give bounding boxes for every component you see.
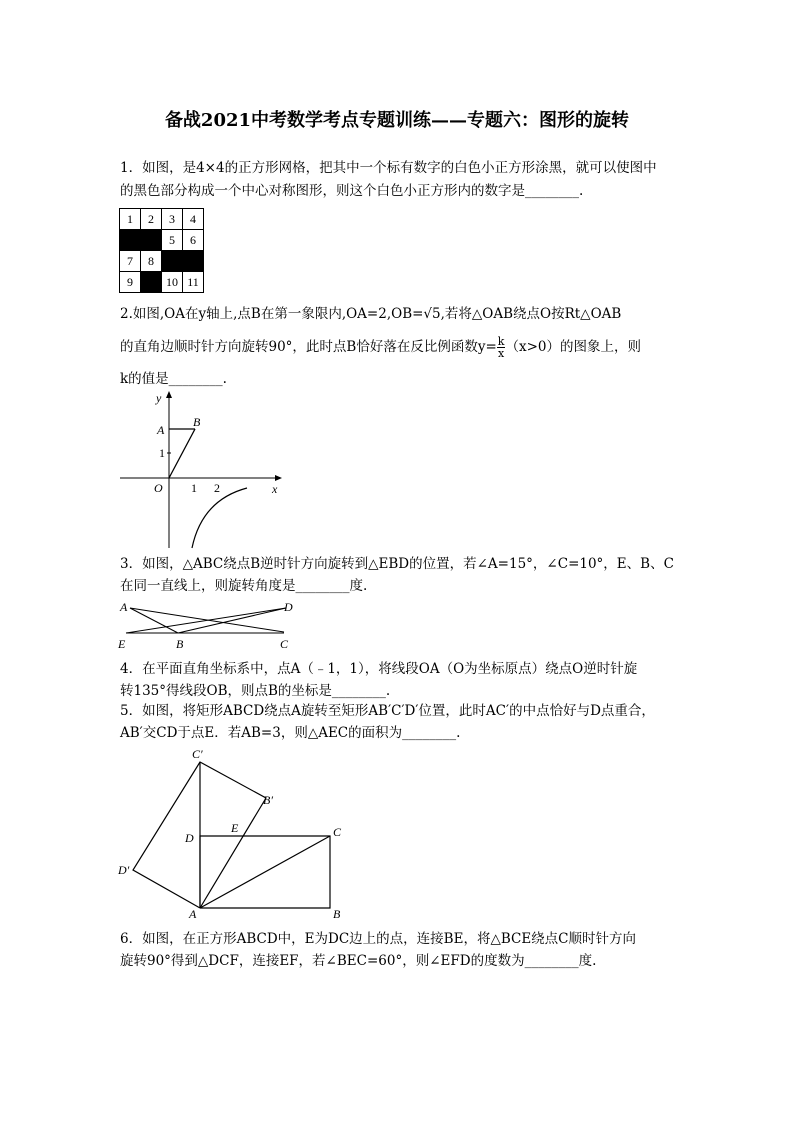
q6-text-line2: 旋转90°得到△DCF，连接EF，若∠BEC=60°，则∠EFD的度数为________度.	[120, 953, 597, 969]
grid-cell: 10	[162, 272, 183, 293]
grid-cell: 11	[183, 272, 204, 293]
q4-text-line2: 转135°得线段OB，则点B的坐标是________.	[120, 683, 391, 699]
label-x: x	[272, 482, 278, 496]
grid-cell-black	[120, 230, 141, 251]
q1-text-line1: 1．如图，是4×4的正方形网格，把其中一个标有数字的白色小正方形涂黑，就可以使图中	[120, 160, 657, 176]
label-e: E	[118, 637, 126, 651]
q2-text-line1: 2.如图,OA在y轴上,点B在第一象限内,OA=2,OB=√5,若将△OAB绕点O按Rt△OAB	[120, 306, 622, 322]
grid-cell-black	[141, 230, 162, 251]
label-c-prime: C′	[192, 747, 203, 761]
label-c: C	[280, 637, 289, 651]
q3-rotation-figure	[112, 596, 312, 652]
label-o: O	[154, 481, 163, 495]
label-d: D	[284, 600, 293, 614]
label-b-prime: B′	[263, 793, 273, 807]
q2-text-line2-part1: 的直角边顺时针方向旋转90°，此时点B恰好落在反比例函数y=	[120, 339, 497, 355]
label-b: B	[176, 637, 184, 651]
label-a: A	[189, 907, 197, 921]
label-x-1: 1	[191, 481, 197, 495]
q2-text-line2-part2: （x>0）的图象上，则	[505, 339, 641, 355]
q2-text-line2	[120, 336, 641, 359]
grid-cell: 9	[120, 272, 141, 293]
grid-cell: 6	[183, 230, 204, 251]
label-b: B	[333, 907, 341, 921]
q2-coordinate-figure	[112, 388, 292, 553]
fraction-denominator: x	[498, 347, 505, 360]
q1-text-line2: 的黑色部分构成一个中心对称图形，则这个白色小正方形内的数字是________.	[120, 183, 584, 199]
grid-cell: 2	[141, 209, 162, 230]
label-y: y	[156, 391, 162, 405]
segment-ed	[126, 608, 286, 633]
fraction-numerator: k	[497, 335, 505, 348]
hyperbola-curve	[192, 488, 247, 548]
grid-cell: 1	[120, 209, 141, 230]
segment-ob	[169, 429, 195, 478]
page-title: 备战2021中考数学考点专题训练——专题六：图形的旋转	[164, 110, 630, 131]
label-x-2: 2	[214, 481, 220, 495]
label-a: A	[120, 600, 128, 614]
q3-text-line1: 3．如图，△ABC绕点B逆时针方向旋转到△EBD的位置，若∠A=15°，∠C=10°，E、B、C	[120, 556, 674, 572]
label-d: D	[185, 831, 194, 845]
grid-cell: 4	[183, 209, 204, 230]
q3-text-line2: 在同一直线上，则旋转角度是________度.	[120, 578, 368, 594]
label-y-1: 1	[159, 446, 165, 460]
q5-text-line1: 5．如图，将矩形ABCD绕点A旋转至矩形AB′C′D′位置，此时AC′的中点恰好与D点重合，	[120, 703, 655, 719]
x-axis-arrow	[275, 475, 282, 481]
q1-number-grid	[119, 208, 204, 293]
label-c: C	[333, 825, 342, 839]
q4-text-line1: 4．在平面直角坐标系中，点A（﹣1，1），将线段OA（O为坐标原点）绕点O逆时针旋	[120, 661, 638, 677]
segment-bd	[178, 608, 286, 633]
label-d-prime: D′	[118, 863, 130, 877]
label-a: A	[157, 423, 165, 437]
q5-rectangle-figure	[112, 740, 362, 922]
grid-cell-black	[162, 251, 183, 272]
grid-cell: 3	[162, 209, 183, 230]
label-b: B	[193, 415, 201, 429]
grid-cell: 5	[162, 230, 183, 251]
label-e: E	[231, 821, 239, 835]
y-axis-arrow	[166, 391, 172, 398]
grid-cell: 7	[120, 251, 141, 272]
grid-cell: 8	[141, 251, 162, 272]
grid-cell-black	[141, 272, 162, 293]
q2-text-line3: k的值是________.	[120, 371, 227, 387]
segment-ac	[200, 836, 330, 908]
q6-text-line1: 6．如图，在正方形ABCD中，E为DC边上的点，连接BE，将△BCE绕点C顺时针方向	[120, 931, 637, 947]
q5-text-line2: AB′交CD于点E．若AB=3，则△AEC的面积为________.	[120, 725, 461, 741]
grid-cell-black	[183, 251, 204, 272]
